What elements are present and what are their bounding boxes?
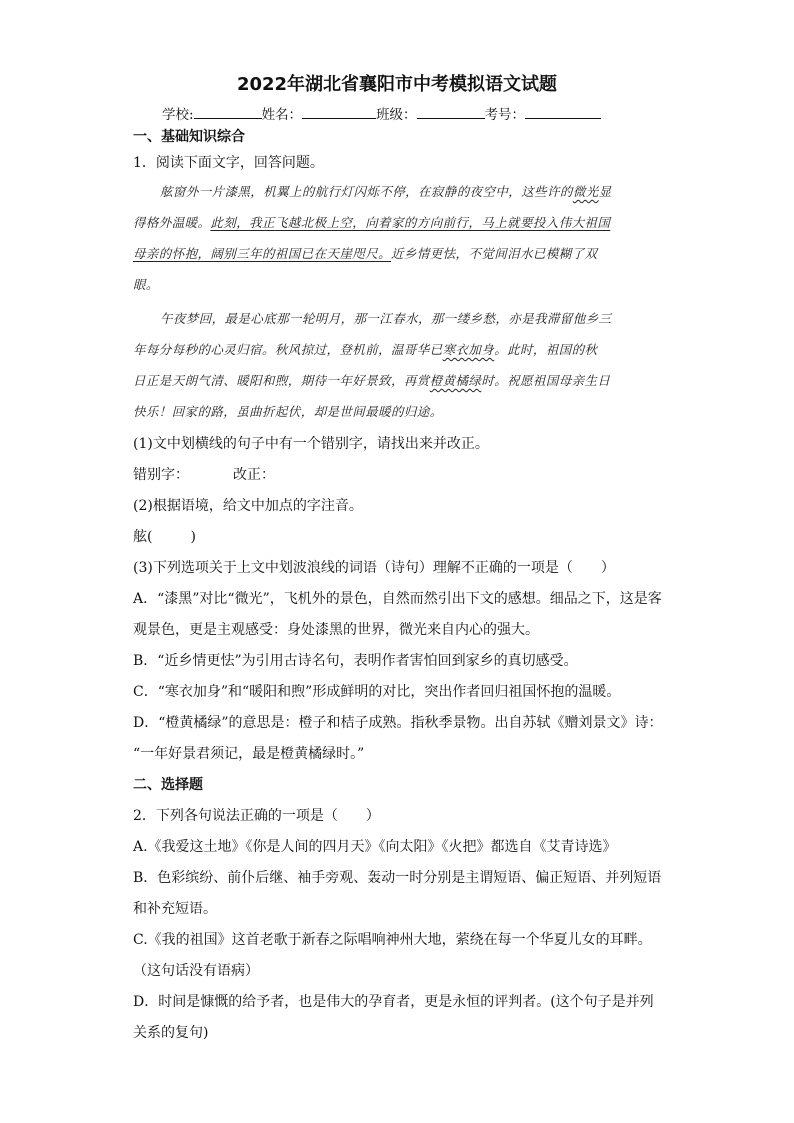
passage-text: 显 bbox=[598, 184, 612, 199]
passage-text: 近乡情更怯，不觉间泪水已模糊了双 bbox=[391, 246, 598, 261]
subquestion-1: (1)文中划横线的句子中有一个错别字，请找出来并改正。 bbox=[133, 436, 489, 452]
passage-text: 时。祝愿祖国母亲生日 bbox=[481, 373, 611, 388]
subquestion-3: (3)下列选项关于上文中划波浪线的词语（诗句）理解不正确的一项是（ ） bbox=[133, 560, 615, 576]
passage-text: 日正是天朗气清、暖阳和煦，期待一年好景致，再赏 bbox=[133, 373, 430, 388]
class-label: 班级： bbox=[376, 107, 417, 123]
option-d-line2: “一年好景君须记，最是橙黄橘绿时。” bbox=[133, 746, 365, 762]
exam-title: 2022年湖北省襄阳市中考模拟语文试题 bbox=[236, 74, 558, 95]
wavy-underlined-word: 微光 bbox=[572, 184, 599, 199]
class-blank[interactable] bbox=[417, 106, 485, 119]
passage-text: 舷窗外一片漆黑，机翼上的航行灯闪烁不停，在寂静的夜空中，这些许的 bbox=[160, 184, 573, 199]
option-d-line1: D．“橙黄橘绿”的意思是：橙子和桔子成熟。指秋季景物。出自苏轼《赠刘景文》诗： bbox=[133, 715, 663, 731]
q2-option-c-line1: C.《我的祖国》这首老歌于新春之际唱响神州大地，萦绕在每一个华夏儿女的耳畔。 bbox=[133, 932, 652, 948]
subquestion-1-answer-row bbox=[133, 464, 275, 484]
correction-label: 改正： bbox=[233, 467, 275, 483]
option-b: B．“近乡情更怯”为引用古诗名句，表明作者害怕回到家乡的真切感受。 bbox=[133, 653, 578, 669]
option-a-line1: A．“漆黑”对比“微光”，飞机外的景色，自然而然引出下文的感想。细品之下，这是客 bbox=[133, 591, 662, 607]
subquestion-2-answer-row bbox=[133, 526, 196, 546]
dotted-character: 舷( bbox=[133, 529, 153, 545]
number-label: 考号： bbox=[484, 107, 526, 123]
option-c: C．“寒衣加身”和“暖阳和煦”形成鲜明的对比，突出作者回归祖国怀抱的温暖。 bbox=[133, 684, 621, 700]
typo-label: 错别字： bbox=[133, 467, 189, 483]
passage-p1-line2 bbox=[133, 213, 610, 231]
passage-p2-line3 bbox=[133, 371, 610, 389]
passage-text: 。此时，祖国的秋 bbox=[494, 342, 598, 357]
q2-option-c-line2: （这句话没有语病） bbox=[133, 963, 259, 979]
passage-text: 得格外温暖。 bbox=[133, 215, 211, 230]
q2-option-a: A.《我爱这土地》《你是人间的四月天》《向太阳》《火把》都选自《艾青诗选》 bbox=[133, 839, 617, 855]
student-info-row bbox=[162, 103, 601, 123]
wavy-underlined-word: 橙黄橘绿 bbox=[429, 373, 482, 388]
passage-p1-line4: 眼。 bbox=[133, 277, 159, 292]
q2-option-d-line2: 关系的复句) bbox=[133, 1025, 209, 1041]
school-label: 学校: bbox=[162, 107, 194, 123]
name-blank[interactable] bbox=[302, 106, 376, 119]
underlined-sentence: 此刻，我正飞越北极上空，向着家的方向前行，马上就要投入伟大祖国 bbox=[210, 215, 611, 230]
number-blank[interactable] bbox=[525, 106, 601, 119]
wavy-underlined-word: 寒衣加身 bbox=[442, 342, 495, 357]
passage-p2-line1: 午夜梦回，最是心底那一轮明月，那一江春水，那一缕乡愁，亦是我滞留他乡三 bbox=[160, 311, 612, 326]
passage-p1-line1 bbox=[160, 182, 612, 200]
q2-option-d-line1: D．时间是慷慨的给予者，也是伟大的孕育者，更是永恒的评判者。(这个句子是并列 bbox=[133, 994, 654, 1010]
q2-option-b-line2: 和补充短语。 bbox=[133, 901, 217, 917]
passage-p1-line3 bbox=[133, 244, 597, 262]
question-2-stem: 2．下列各句说法正确的一项是（ ） bbox=[133, 808, 380, 824]
section-heading-1: 一、基础知识综合 bbox=[133, 129, 245, 145]
name-label: 姓名： bbox=[261, 107, 303, 123]
passage-p2-line2 bbox=[133, 340, 597, 358]
question-1-stem: 1．阅读下面文字，回答问题。 bbox=[133, 155, 324, 171]
school-blank[interactable] bbox=[194, 106, 262, 119]
option-a-line2: 观景色，更是主观感受：身处漆黑的世界，微光来自内心的强大。 bbox=[133, 622, 539, 638]
subquestion-2: (2)根据语境，给文中加点的字注音。 bbox=[133, 498, 363, 514]
passage-p2-line4: 快乐！回家的路，虽曲折起伏，却是世间最暖的归途。 bbox=[133, 404, 443, 419]
q2-option-b-line1: B．色彩缤纷、前仆后继、袖手旁观、轰动一时分别是主谓短语、偏正短语、并列短语 bbox=[133, 870, 662, 886]
section-heading-2: 二、选择题 bbox=[133, 777, 203, 793]
paren-close: ) bbox=[190, 529, 196, 545]
passage-text: 年每分每秒的心灵归宿。秋风掠过，登机前，温哥华已 bbox=[133, 342, 443, 357]
underlined-sentence: 母亲的怀抱，阔别三年的祖国已在天崖咫尺。 bbox=[133, 246, 392, 261]
